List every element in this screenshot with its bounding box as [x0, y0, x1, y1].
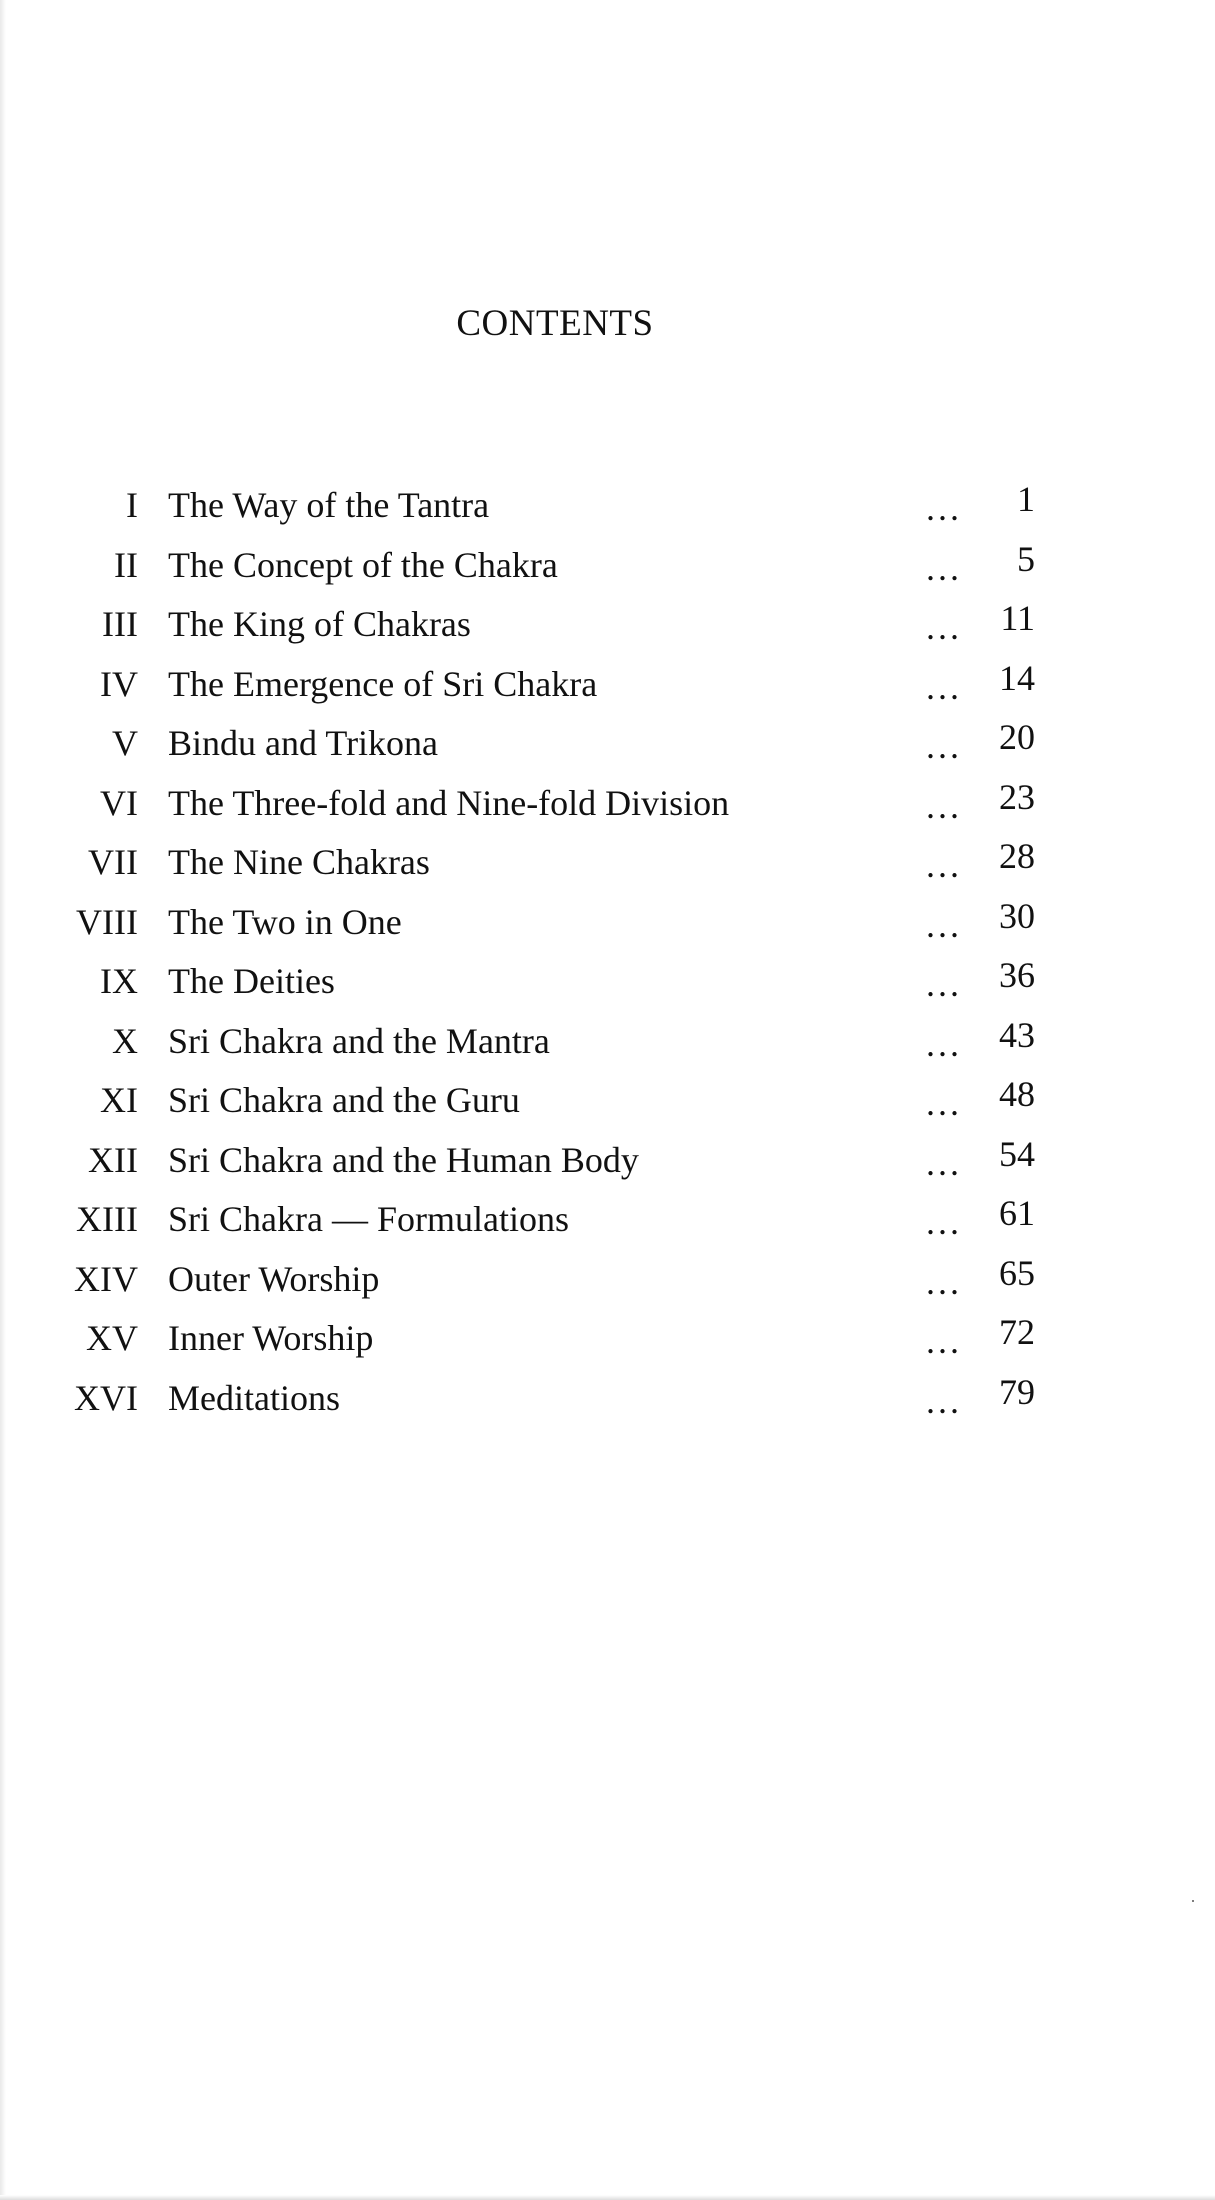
page-number: 43	[999, 1014, 1035, 1055]
page-bottom-shadow	[0, 2195, 1215, 2200]
dot-leader: ...	[926, 845, 962, 885]
page-number: 20	[999, 717, 1035, 757]
page-number: 65	[999, 1252, 1035, 1293]
page-number: 11	[1000, 598, 1035, 638]
dot-leader: ...	[926, 666, 962, 707]
chapter-numeral: VII	[88, 842, 138, 882]
page-number: 72	[999, 1312, 1035, 1352]
chapter-numeral: II	[114, 544, 138, 585]
page-number: 54	[999, 1133, 1035, 1174]
chapter-title: The Two in One	[168, 901, 402, 942]
chapter-title: Sri Chakra and the Mantra	[168, 1020, 550, 1061]
chapter-title: The Three-fold and Nine-fold Division	[168, 782, 730, 823]
chapter-title: Outer Worship	[168, 1258, 380, 1299]
dot-leader: ...	[926, 607, 962, 647]
dot-leader: ...	[926, 1261, 962, 1302]
toc-entry	[0, 952, 1215, 1012]
dot-leader: ...	[926, 1023, 962, 1064]
chapter-numeral: XI	[100, 1080, 138, 1120]
page-number: 28	[999, 836, 1035, 876]
page-number: 1	[1017, 479, 1035, 519]
toc-entry	[0, 1309, 1215, 1369]
toc-entry	[0, 1012, 1215, 1072]
page-number: 23	[999, 776, 1035, 817]
chapter-numeral: XV	[86, 1318, 138, 1358]
contents-heading: CONTENTS	[456, 303, 654, 344]
page-number: 61	[999, 1193, 1035, 1233]
toc-entry	[0, 1250, 1215, 1310]
page-number: 36	[999, 955, 1035, 995]
chapter-numeral: IX	[100, 961, 138, 1001]
chapter-title: The Emergence of Sri Chakra	[168, 663, 598, 704]
toc-entry	[0, 655, 1215, 715]
toc-entry	[0, 714, 1215, 774]
dot-leader: ...	[926, 1321, 962, 1361]
table-of-contents	[0, 476, 1215, 1428]
dot-leader: ...	[926, 964, 962, 1004]
chapter-title: The Deities	[168, 961, 335, 1001]
page-number: 14	[999, 657, 1035, 698]
chapter-title: Sri Chakra — Formulations	[168, 1199, 569, 1239]
dot-leader: ...	[926, 547, 962, 588]
toc-entry	[0, 1369, 1215, 1429]
chapter-numeral: VIII	[76, 901, 138, 942]
chapter-title: The Concept of the Chakra	[168, 544, 558, 585]
chapter-numeral: VI	[100, 782, 138, 823]
dot-leader: ...	[926, 1202, 962, 1242]
chapter-title: The Way of the Tantra	[168, 485, 490, 525]
scan-speck	[1192, 1900, 1194, 1902]
chapter-numeral: IV	[100, 663, 138, 704]
chapter-numeral: XIV	[74, 1258, 138, 1299]
chapter-title: The Nine Chakras	[168, 842, 430, 882]
chapter-numeral: X	[112, 1020, 138, 1061]
chapter-numeral: I	[126, 485, 138, 525]
chapter-numeral: XVI	[74, 1377, 138, 1418]
chapter-numeral: XII	[88, 1139, 138, 1180]
chapter-title: Bindu and Trikona	[168, 723, 439, 763]
toc-entry	[0, 595, 1215, 655]
toc-entry	[0, 833, 1215, 893]
page-number: 79	[999, 1371, 1035, 1412]
toc-entry	[0, 1071, 1215, 1131]
toc-entry	[0, 1190, 1215, 1250]
dot-leader: ...	[926, 785, 962, 826]
chapter-numeral: XIII	[76, 1199, 138, 1239]
toc-entry	[0, 536, 1215, 596]
chapter-title: The King of Chakras	[168, 604, 471, 644]
dot-leader: ...	[926, 726, 962, 766]
chapter-title: Sri Chakra and the Guru	[168, 1080, 520, 1120]
dot-leader: ...	[926, 488, 962, 528]
page-number: 5	[1017, 538, 1035, 579]
page-number: 48	[999, 1074, 1035, 1114]
page-number: 30	[999, 895, 1035, 936]
chapter-numeral: III	[102, 604, 138, 644]
toc-entry	[0, 893, 1215, 953]
toc-entry	[0, 774, 1215, 834]
chapter-title: Sri Chakra and the Human Body	[168, 1139, 639, 1180]
chapter-title: Meditations	[168, 1377, 340, 1418]
chapter-title: Inner Worship	[168, 1318, 374, 1358]
toc-entry	[0, 476, 1215, 536]
dot-leader: ...	[926, 1142, 962, 1183]
chapter-numeral: V	[112, 723, 138, 763]
dot-leader: ...	[926, 1083, 962, 1123]
dot-leader: ...	[926, 1380, 962, 1421]
dot-leader: ...	[926, 904, 962, 945]
toc-entry	[0, 1131, 1215, 1191]
